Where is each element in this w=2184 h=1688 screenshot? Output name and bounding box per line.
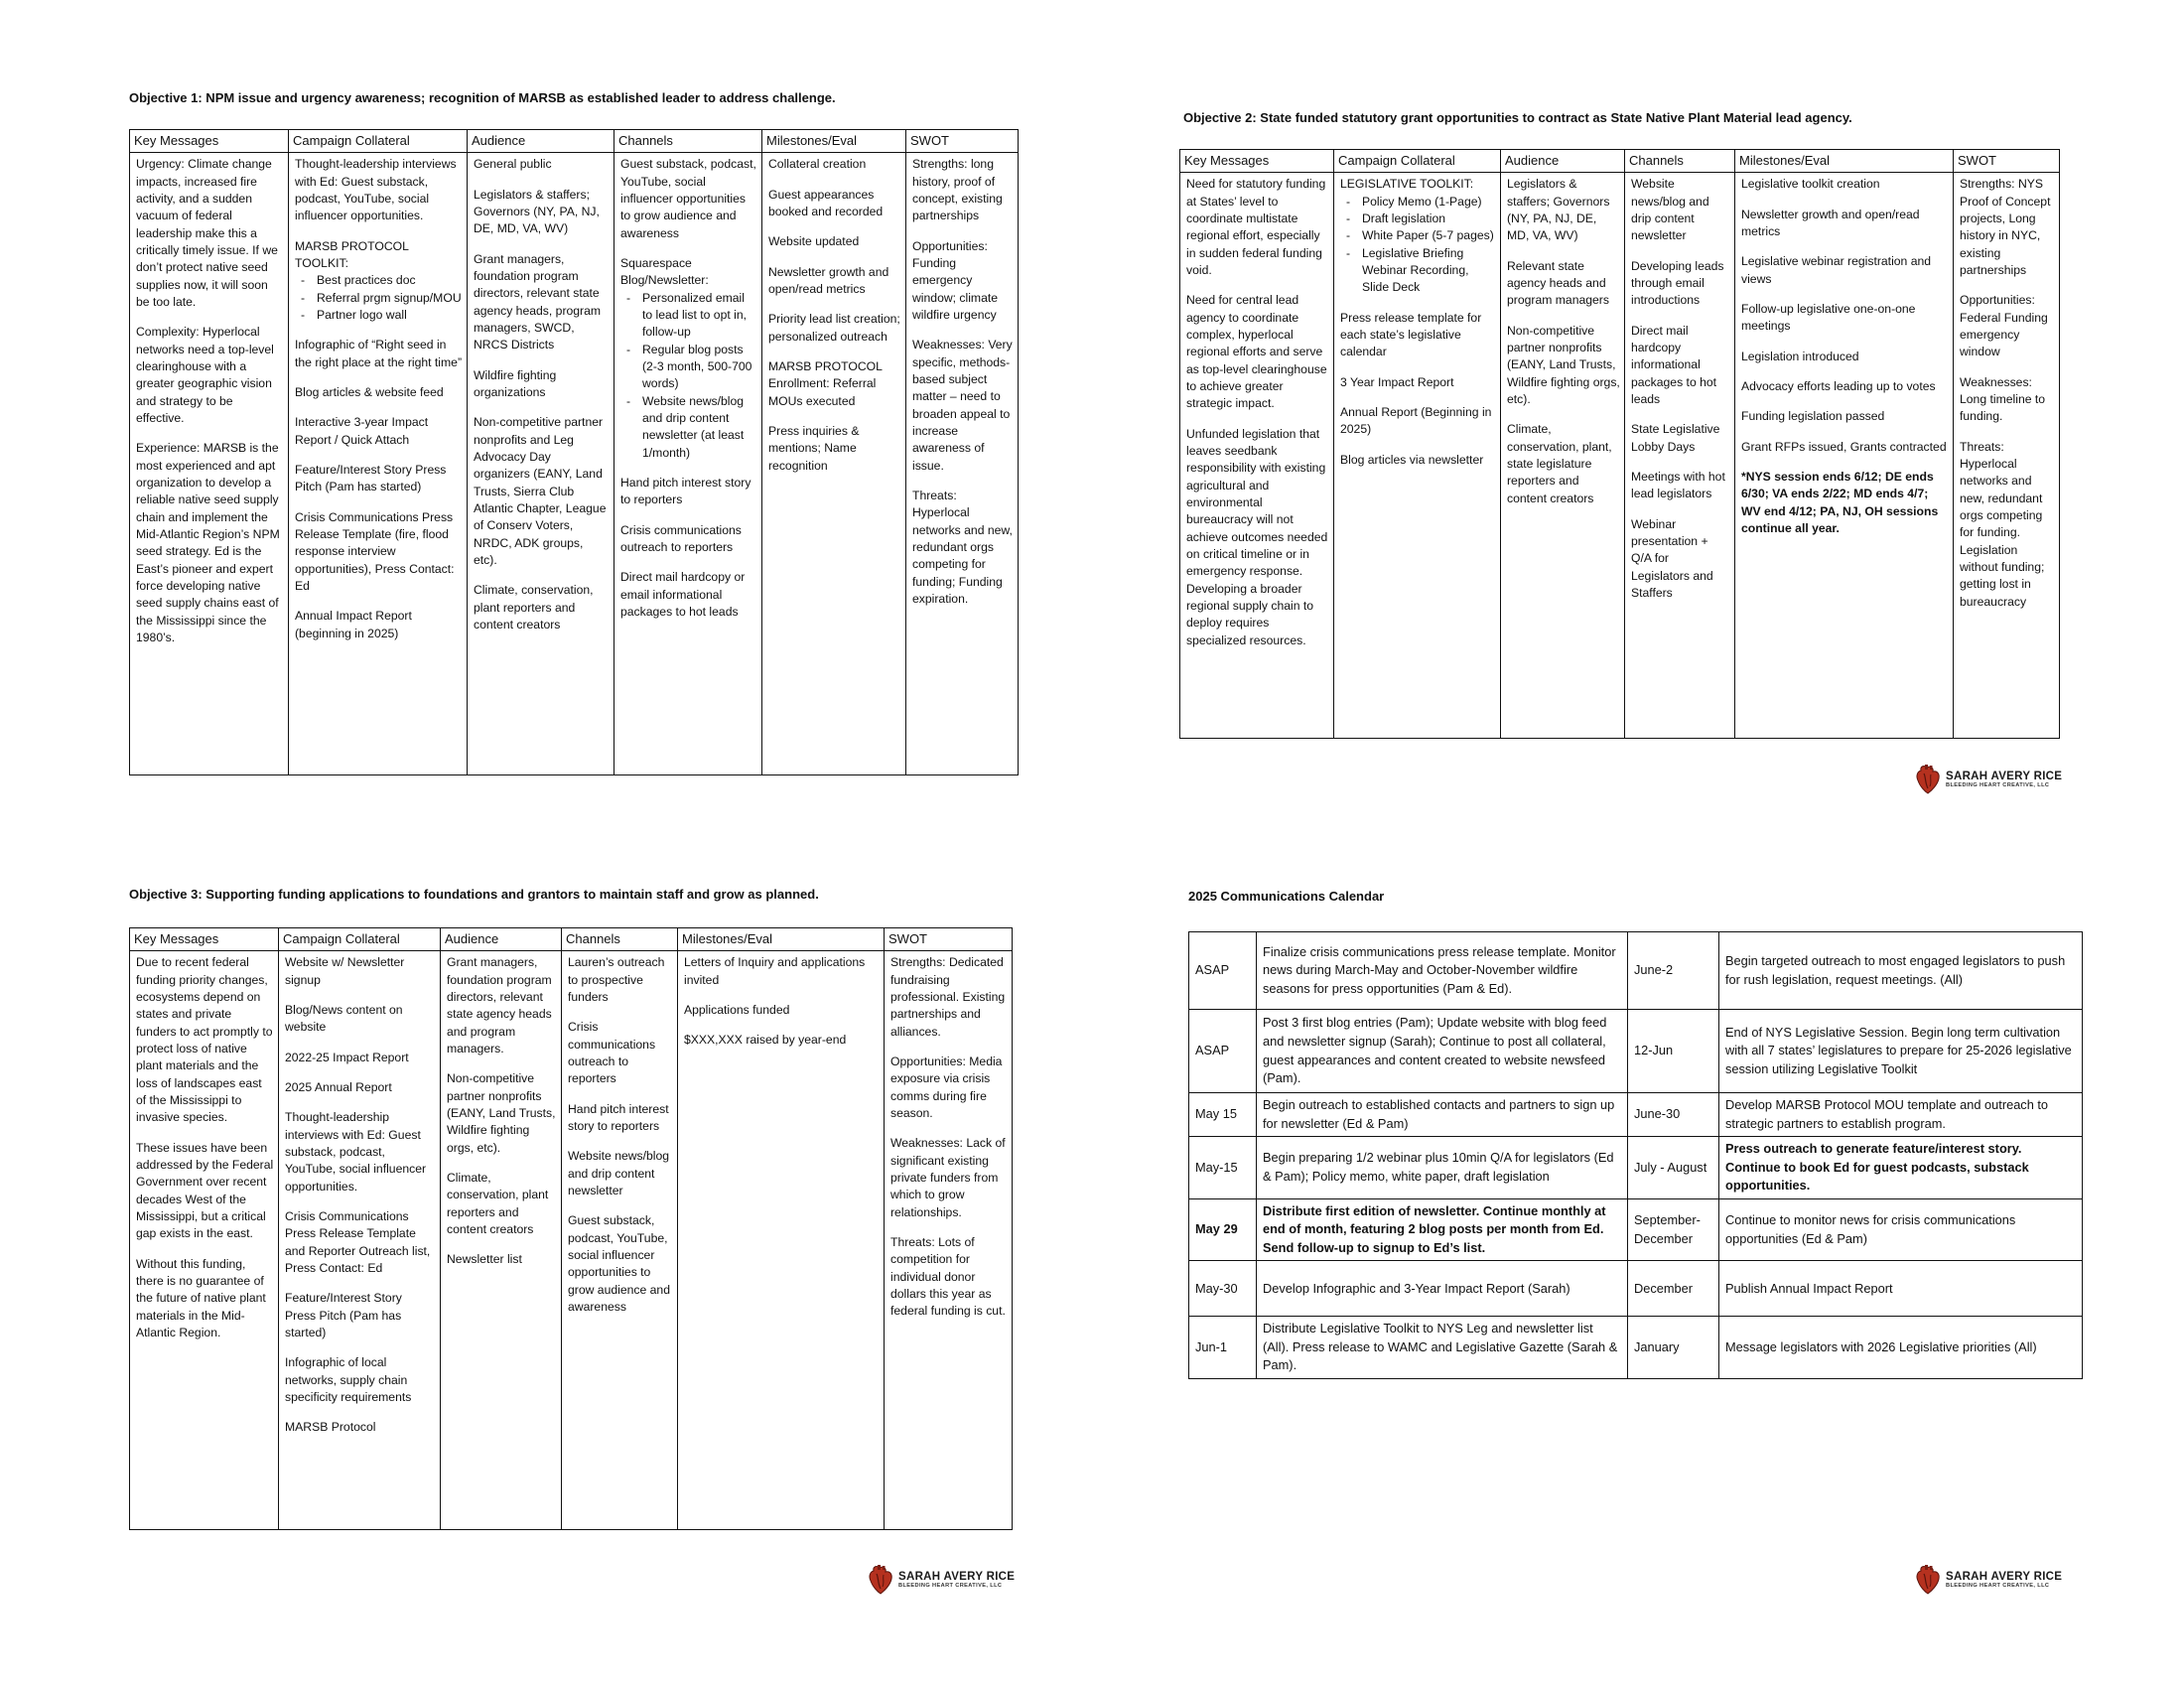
bullet-list <box>1340 194 1496 297</box>
cell-text: Collateral creation <box>768 157 867 172</box>
bullet-list <box>620 290 757 462</box>
calendar-task: Distribute Legislative Toolkit to NYS Leg and newsletter list (All). Press release to WAMC and Legislative Gazette (Sarah & Pam). <box>1257 1317 1628 1379</box>
cell-text: Crisis Communications Press Release Template (fire, flood response interview opportunities), Press Contact: Ed <box>295 509 455 594</box>
table-header-row <box>130 130 1019 153</box>
cell-text: Climate, conservation, plant reporters and content creators <box>447 1171 549 1237</box>
cell-text: Climate, conservation, plant reporters and content creators <box>474 583 594 632</box>
cell-text: Legislators & staffers; Governors (NY, PA, NJ, DE, MD, VA, WV) <box>474 187 600 236</box>
cell-text: Newsletter list <box>447 1252 522 1267</box>
column-header: Audience <box>1501 150 1625 173</box>
cell-text: Need for statutory funding at States’ level to coordinate multistate regional effort, especially in sudden federal funding void. <box>1186 177 1326 278</box>
calendar-row <box>1189 1261 2083 1317</box>
column-header: Key Messages <box>130 928 279 951</box>
column-header: Key Messages <box>1180 150 1334 173</box>
cell-text: Thought-leadership interviews with Ed: Guest substack, podcast, YouTube, social influencer opportunities. <box>295 157 457 223</box>
table-cell <box>1735 173 1954 739</box>
cell-text: Strengths: Dedicated fundraising professional. Existing partnerships and alliances. <box>890 955 1006 1039</box>
anatomical-heart-icon <box>1915 1565 1941 1595</box>
cell-text: Grant managers, foundation program directors, relevant state agency heads, program managers, SWCD, NRCS Districts <box>474 251 602 352</box>
calendar-task: Begin outreach to established contacts and partners to sign up for newsletter (Ed & Pam) <box>1257 1093 1628 1137</box>
cell-text: Interactive 3-year Impact Report / Quick Attach <box>295 415 429 447</box>
cell-text: Weaknesses: Lack of significant existing private funders from which to grow relationships. <box>890 1136 1006 1219</box>
cell-text: Lauren’s outreach to prospective funders <box>568 955 665 1005</box>
cell-text: Wildfire fighting organizations <box>474 367 557 400</box>
calendar-date: Jun-1 <box>1189 1317 1257 1379</box>
table-cell <box>562 951 678 1530</box>
table-cell <box>678 951 885 1530</box>
cell-text: Feature/Interest Story Press Pitch (Pam has started) <box>295 463 447 494</box>
cell-text: Newsletter growth and open/read metrics <box>1741 207 1920 239</box>
column-header: Milestones/Eval <box>762 130 906 153</box>
cell-text: *NYS session ends 6/12; DE ends 6/30; VA ends 2/22; MD ends 4/7; WV end 4/12; PA, NJ, OH sessions continue all year. <box>1741 470 1939 536</box>
cell-text: Opportunities: Media exposure via crisis comms during fire season. <box>890 1055 1003 1121</box>
list-item: - Personalized email to lead list to opt in, follow-up <box>642 290 757 342</box>
cell-text: Crisis communications outreach to reporters <box>620 522 742 555</box>
cell-text: Newsletter growth and open/read metrics <box>768 264 889 297</box>
cell-text: Annual Report (Beginning in 2025) <box>1340 405 1492 437</box>
cell-text: Blog/News content on website <box>285 1003 403 1035</box>
column-header: Milestones/Eval <box>678 928 885 951</box>
calendar-task: Begin targeted outreach to most engaged legislators to push for rush legislation, request meetings. (All) <box>1719 932 2083 1010</box>
cell-text: Press inquiries & mentions; Name recognition <box>768 424 860 473</box>
cell-text: Need for central lead agency to coordinate complex, hyperlocal regional efforts and serve as top-level clearinghouse to achieve greater strategic impact. <box>1186 293 1327 411</box>
list-item: - Referral prgm signup/MOU <box>317 290 463 307</box>
cell-text: Infographic of “Right seed in the right place at the right time” <box>295 338 463 369</box>
calendar-title: 2025 Communications Calendar <box>1188 889 1385 904</box>
cell-text: Priority lead list creation; personalized outreach <box>768 312 900 344</box>
calendar-date: May 15 <box>1189 1093 1257 1137</box>
cell-text: Crisis communications outreach to reporters <box>568 1020 656 1086</box>
cell-text: Website news/blog and drip content newsletter <box>1631 177 1709 243</box>
cell-text: Blog articles via newsletter <box>1340 452 1484 467</box>
cell-text: Complexity: Hyperlocal networks need a top-level clearinghouse with a greater geographic vision and strategy to be effective. <box>136 325 274 426</box>
calendar-date: December <box>1628 1261 1719 1317</box>
cell-text: Guest substack, podcast, YouTube, social influencer opportunities to grow audience and awareness <box>568 1213 670 1315</box>
column-header: Channels <box>562 928 678 951</box>
column-header: SWOT <box>885 928 1013 951</box>
table-cell <box>1625 173 1735 739</box>
cell-text: Relevant state agency heads and program managers <box>1507 258 1609 308</box>
brand-name: SARAH AVERY RICE <box>898 1571 1016 1583</box>
calendar-row <box>1189 1198 2083 1261</box>
cell-text: Blog articles & website feed <box>295 385 444 400</box>
calendar-date: September-December <box>1628 1198 1719 1261</box>
anatomical-heart-icon <box>1915 765 1941 794</box>
calendar-task: Message legislators with 2026 Legislative priorities (All) <box>1719 1317 2083 1379</box>
table-row <box>130 153 1019 775</box>
cell-text: Legislative toolkit creation <box>1741 177 1880 192</box>
cell-text: Legislative webinar registration and views <box>1741 254 1932 286</box>
calendar-task: Post 3 first blog entries (Pam); Update website with blog feed and newsletter signup (Sarah); Continue to post all collateral, guest appearances and content created to website newsfeed (Pam). <box>1257 1010 1628 1093</box>
list-item: - Partner logo wall <box>317 307 463 324</box>
table-cell <box>1501 173 1625 739</box>
cell-text: Website updated <box>768 234 860 249</box>
table-cell <box>1180 173 1334 739</box>
objective-2-table <box>1179 149 2060 739</box>
calendar-date: ASAP <box>1189 1010 1257 1093</box>
cell-text: Applications funded <box>684 1003 790 1018</box>
brand-name: SARAH AVERY RICE <box>1946 1571 2063 1583</box>
cell-text: LEGISLATIVE TOOLKIT: <box>1340 177 1474 192</box>
table-cell <box>130 951 279 1530</box>
table-cell <box>762 153 906 775</box>
cell-text: 2025 Annual Report <box>285 1080 392 1095</box>
column-header: Audience <box>468 130 614 153</box>
cell-text: 2022-25 Impact Report <box>285 1050 409 1064</box>
column-header: SWOT <box>906 130 1019 153</box>
table-cell <box>441 951 562 1530</box>
objective-2-title: Objective 2: State funded statutory grant opportunities to contract as State Native Plant Material lead agency. <box>1183 110 1852 125</box>
calendar-task: Press outreach to generate feature/interest story. Continue to book Ed for guest podcasts, substack opportunities. <box>1719 1137 2083 1199</box>
cell-text: Opportunities: Federal Funding emergency window <box>1960 293 2048 359</box>
calendar-date: June-2 <box>1628 932 1719 1010</box>
cell-text: Strengths: NYS Proof of Concept projects, Long history in NYC, existing partnerships <box>1960 177 2051 278</box>
calendar-date: January <box>1628 1317 1719 1379</box>
calendar-row <box>1189 932 2083 1010</box>
brand-name: SARAH AVERY RICE <box>1946 771 2063 782</box>
column-header: Campaign Collateral <box>1334 150 1501 173</box>
column-header: Audience <box>441 928 562 951</box>
calendar-date: June-30 <box>1628 1093 1719 1137</box>
table-cell <box>130 153 289 775</box>
bullet-list <box>295 272 463 324</box>
cell-text: Legislators & staffers; Governors (NY, PA, NJ, DE, MD, VA, WV) <box>1507 177 1610 243</box>
calendar-date: May 29 <box>1189 1198 1257 1261</box>
cell-text: Experience: MARSB is the most experienced and apt organization to develop a reliable native seed supply chain and implement the Mid-Atlantic Region’s NPM seed strategy. Ed is the East’s pioneer and expert force developing native seed supply chains east of the Mississippi since the 1980’s. <box>136 441 280 644</box>
table-cell <box>1334 173 1501 739</box>
cell-text: Weaknesses: Very specific, methods-based subject matter – need to broaden appeal to increase awareness of issue. <box>912 338 1013 473</box>
cell-text: Infographic of local networks, supply chain specificity requirements <box>285 1355 412 1405</box>
cell-text: Website w/ Newsletter signup <box>285 955 405 987</box>
calendar-task: Develop Infographic and 3-Year Impact Report (Sarah) <box>1257 1261 1628 1317</box>
cell-text: Legislation introduced <box>1741 349 1859 363</box>
calendar-date: May-15 <box>1189 1137 1257 1199</box>
cell-text: Strengths: long history, proof of concept, existing partnerships <box>912 157 1003 223</box>
table-cell <box>289 153 468 775</box>
brand-logo <box>1915 765 2062 794</box>
calendar-task: Finalize crisis communications press release template. Monitor news during March-May and October-November wildfire seasons for press opportunities (Pam & Ed). <box>1257 932 1628 1010</box>
cell-text: Thought-leadership interviews with Ed: Guest substack, podcast, YouTube, social influencer opportunities. <box>285 1110 427 1194</box>
cell-text: 3 Year Impact Report <box>1340 374 1454 389</box>
calendar-row <box>1189 1137 2083 1199</box>
brand-subtitle: BLEEDING HEART CREATIVE, LLC <box>1946 1583 2050 1589</box>
calendar-task: End of NYS Legislative Session. Begin long term cultivation with all 7 states’ legislatures to prepare for 25-2026 legislative session utilizing Legislative Toolkit <box>1719 1010 2083 1093</box>
cell-text: Threats: Hyperlocal networks and new, redundant orgs competing for funding. Legislation without funding; getting lost in bureaucracy <box>1960 439 2045 609</box>
cell-text: Threats: Lots of competition for individual donor dollars this year as federal funding is cut. <box>890 1235 1006 1319</box>
list-item: - White Paper (5-7 pages) <box>1362 227 1496 244</box>
calendar-date: July - August <box>1628 1137 1719 1199</box>
calendar-task: Begin preparing 1/2 webinar plus 10min Q/A for legislators (Ed & Pam); Policy memo, white paper, draft legislation <box>1257 1137 1628 1199</box>
cell-text: Non-competitive partner nonprofits (EANY, Land Trusts, Wildfire fighting orgs, etc). <box>1507 323 1620 407</box>
calendar-task: Continue to monitor news for crisis communications opportunities (Ed & Pam) <box>1719 1198 2083 1261</box>
cell-text: Webinar presentation + Q/A for Legislators and Staffers <box>1631 516 1713 601</box>
table-cell <box>906 153 1019 775</box>
brand-logo <box>868 1565 1015 1595</box>
table-cell <box>614 153 762 775</box>
cell-text: Crisis Communications Press Release Template and Reporter Outreach list, Press Contact: Ed <box>285 1209 431 1276</box>
calendar-date: May-30 <box>1189 1261 1257 1317</box>
list-item: - Best practices doc <box>317 272 463 289</box>
cell-text: Meetings with hot lead legislators <box>1631 470 1725 501</box>
cell-text: Press release template for each state’s legislative calendar <box>1340 310 1482 359</box>
column-header: Campaign Collateral <box>289 130 468 153</box>
calendar-row <box>1189 1093 2083 1137</box>
list-item: - Legislative Briefing Webinar Recording, Slide Deck <box>1362 245 1496 297</box>
cell-text: MARSB PROTOCOL Enrollment: Referral MOUs executed <box>768 359 883 408</box>
cell-text: Unfunded legislation that leaves seedbank responsibility with existing agricultural and environmental bureaucracy will not achieve outcomes needed on critical timeline or in emergency response. Developing a broader regional supply chain to deploy requires specialized resources. <box>1186 426 1328 647</box>
cell-text: Hand pitch interest story to reporters <box>568 1101 669 1134</box>
cell-text: Direct mail hardcopy informational packages to hot leads <box>1631 323 1717 407</box>
cell-text: MARSB Protocol <box>285 1420 376 1435</box>
cell-text: Non-competitive partner nonprofits and Leg Advocacy Day organizers (EANY, Land Trusts, Sierra Club Atlantic Chapter, League of Conserv Voters, NRDC, ADK groups, etc). <box>474 415 607 568</box>
cell-text: Grant managers, foundation program directors, relevant state agency heads and program managers. <box>447 955 552 1056</box>
cell-text: Squarespace Blog/Newsletter: <box>620 256 709 288</box>
calendar-task: Distribute first edition of newsletter. Continue monthly at end of month, featuring 2 blog posts per month from Ed. Send follow-up to signup to Ed’s list. <box>1257 1198 1628 1261</box>
list-item: - Website news/blog and drip content newsletter (at least 1/month) <box>642 393 757 462</box>
cell-text: Funding legislation passed <box>1741 409 1885 424</box>
column-header: Campaign Collateral <box>279 928 441 951</box>
calendar-task: Publish Annual Impact Report <box>1719 1261 2083 1317</box>
table-row <box>1180 173 2060 739</box>
cell-text: Guest appearances booked and recorded <box>768 187 884 219</box>
objective-3-table <box>129 927 1013 1530</box>
cell-text: Website news/blog and drip content newsletter <box>568 1149 670 1198</box>
column-header: Channels <box>614 130 762 153</box>
brand-logo <box>1915 1565 2062 1595</box>
objective-1-table <box>129 129 1019 775</box>
communications-calendar-table <box>1188 931 2083 1379</box>
brand-subtitle: BLEEDING HEART CREATIVE, LLC <box>898 1583 1003 1589</box>
calendar-date: ASAP <box>1189 932 1257 1010</box>
cell-text: Grant RFPs issued, Grants contracted <box>1741 439 1947 454</box>
table-cell <box>279 951 441 1530</box>
cell-text: MARSB PROTOCOL TOOLKIT: <box>295 238 409 271</box>
anatomical-heart-icon <box>868 1565 893 1595</box>
cell-text: Without this funding, there is no guarantee of the future of native plant materials in the Mid-Atlantic Region. <box>136 1256 266 1340</box>
table-header-row <box>1180 150 2060 173</box>
calendar-row <box>1189 1317 2083 1379</box>
column-header: Milestones/Eval <box>1735 150 1954 173</box>
table-row <box>130 951 1013 1530</box>
cell-text: Opportunities: Funding emergency window; climate wildfire urgency <box>912 238 999 323</box>
cell-text: Non-competitive partner nonprofits (EANY, Land Trusts, Wildfire fighting orgs, etc). <box>447 1071 556 1155</box>
cell-text: Feature/Interest Story Press Pitch (Pam has started) <box>285 1291 402 1340</box>
cell-text: These issues have been addressed by the Federal Government over recent decades West of the Mississippi, but a critical gap exists in the east. <box>136 1140 274 1241</box>
objective-1-title: Objective 1: NPM issue and urgency awareness; recognition of MARSB as established leader to address challenge. <box>129 90 836 105</box>
cell-text: Advocacy efforts leading up to votes <box>1741 379 1936 394</box>
cell-text: Follow-up legislative one-on-one meetings <box>1741 302 1916 334</box>
brand-subtitle: BLEEDING HEART CREATIVE, LLC <box>1946 782 2050 788</box>
column-header: Key Messages <box>130 130 289 153</box>
cell-text: Due to recent federal funding priority changes, ecosystems depend on states and private funders to act promptly to protect loss of native plant materials and the loss of landscapes east of the Mississippi to invasive species. <box>136 955 273 1125</box>
objective-3-title: Objective 3: Supporting funding applications to foundations and grantors to maintain staff and grow as planned. <box>129 887 819 902</box>
cell-text: Developing leads through email introductions <box>1631 258 1724 308</box>
table-cell <box>885 951 1013 1530</box>
cell-text: Annual Impact Report (beginning in 2025) <box>295 609 412 640</box>
cell-text: Guest substack, podcast, YouTube, social influencer opportunities to grow audience and awareness <box>620 157 756 240</box>
cell-text: State Legislative Lobby Days <box>1631 422 1720 454</box>
calendar-row <box>1189 1010 2083 1093</box>
list-item: - Policy Memo (1-Page) <box>1362 194 1496 211</box>
cell-text: Weaknesses: Long timeline to funding. <box>1960 374 2046 424</box>
column-header: Channels <box>1625 150 1735 173</box>
cell-text: $XXX,XXX raised by year-end <box>684 1033 847 1048</box>
cell-text: Urgency: Climate change impacts, increased fire activity, and a sudden vacuum of federal leadership make this a critically timely issue. If we don’t protect native seed supplies now, it will soon be too late. <box>136 157 278 310</box>
calendar-task: Develop MARSB Protocol MOU template and outreach to strategic partners to establish program. <box>1719 1093 2083 1137</box>
table-cell <box>1954 173 2060 739</box>
calendar-date: 12-Jun <box>1628 1010 1719 1093</box>
cell-text: General public <box>474 157 552 172</box>
cell-text: Threats: Hyperlocal networks and new, redundant orgs competing for funding; Funding expiration. <box>912 489 1013 606</box>
list-item: - Regular blog posts (2-3 month, 500-700 words) <box>642 342 757 393</box>
column-header: SWOT <box>1954 150 2060 173</box>
cell-text: Climate, conservation, plant, state legislature reporters and content creators <box>1507 422 1612 505</box>
cell-text: Hand pitch interest story to reporters <box>620 476 751 507</box>
table-cell <box>468 153 614 775</box>
list-item: - Draft legislation <box>1362 211 1496 227</box>
cell-text: Direct mail hardcopy or email informational packages to hot leads <box>620 570 746 619</box>
table-header-row <box>130 928 1013 951</box>
cell-text: Letters of Inquiry and applications invited <box>684 955 866 987</box>
